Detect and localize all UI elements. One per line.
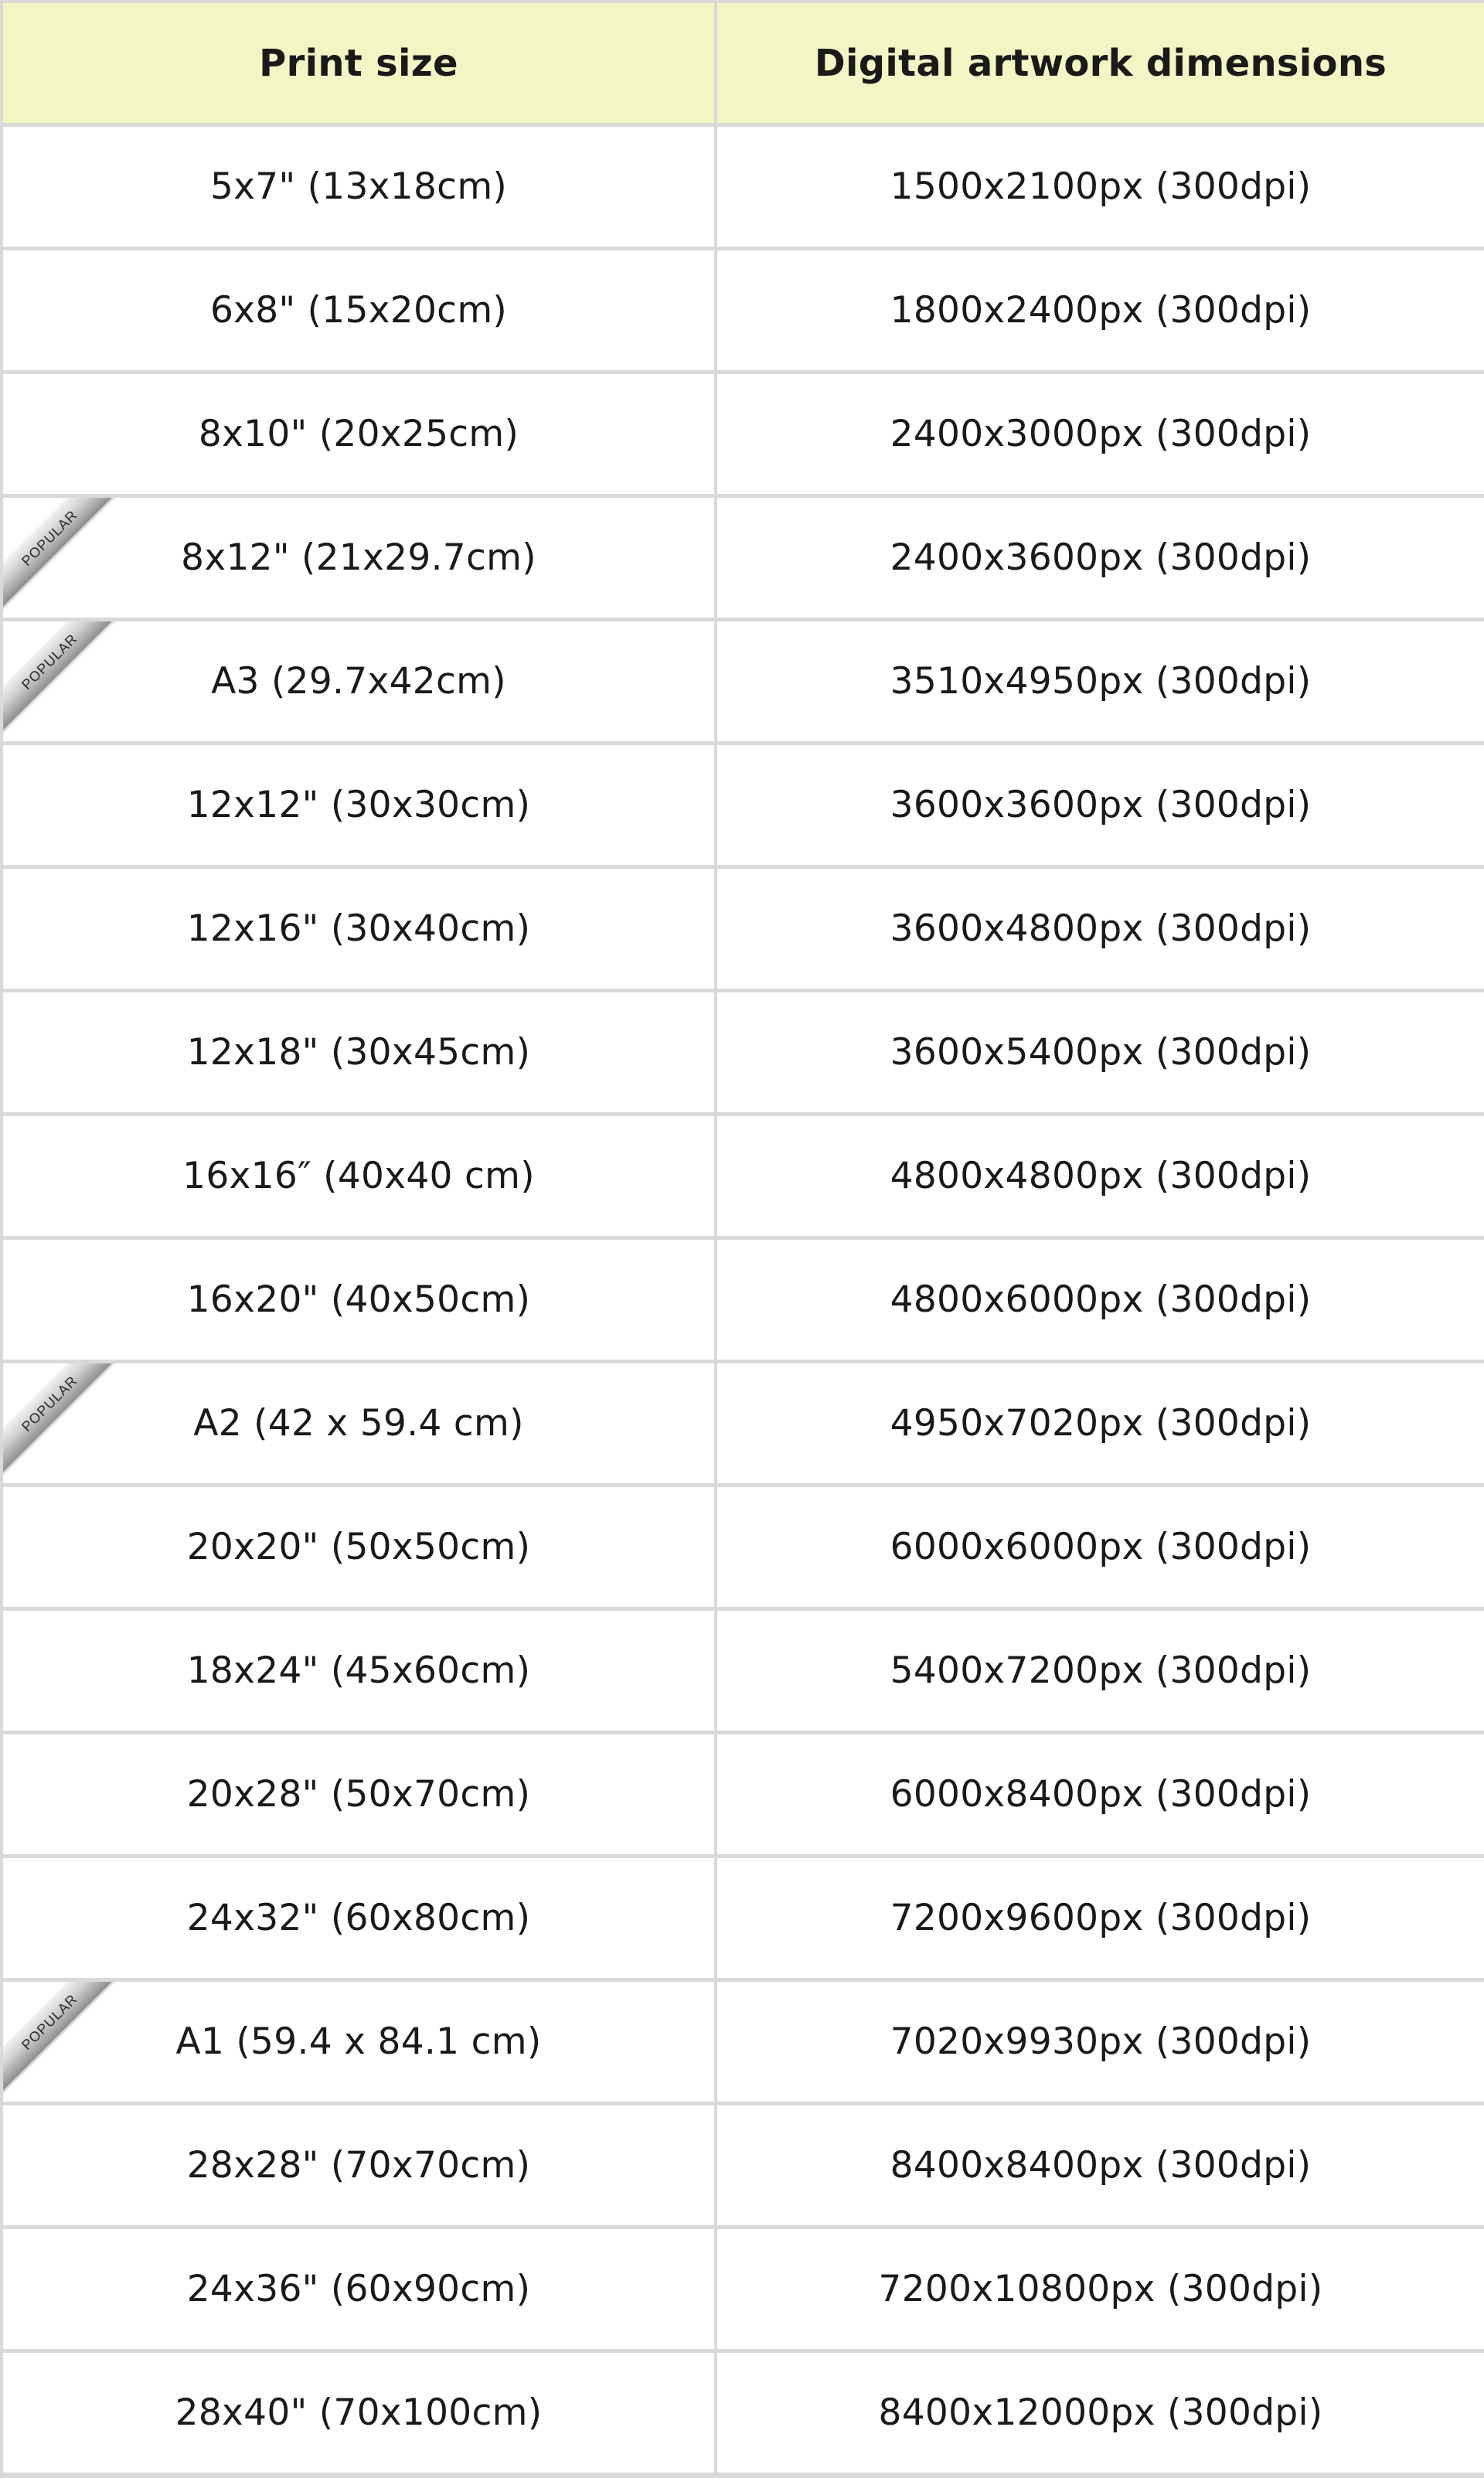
digital-dimensions-cell [717, 2353, 1484, 2473]
print-size-text: 20x20" (50x50cm) [186, 1526, 531, 1568]
digital-dimensions-text: 3510x4950px (300dpi) [890, 660, 1312, 703]
digital-dimensions-cell [717, 250, 1484, 370]
popular-ribbon [3, 621, 119, 737]
print-size-cell [3, 1611, 714, 1731]
digital-dimensions-text: 7200x10800px (300dpi) [878, 2268, 1323, 2310]
print-size-text: 20x28" (50x70cm) [186, 1773, 531, 1816]
digital-dimensions-text: 3600x3600px (300dpi) [890, 784, 1312, 826]
digital-dimensions-cell [717, 1487, 1484, 1607]
print-size-text: 28x28" (70x70cm) [186, 2144, 531, 2187]
print-size-cell [3, 2105, 714, 2225]
digital-dimensions-text: 5400x7200px (300dpi) [890, 1649, 1312, 1692]
digital-dimensions-text: 8400x12000px (300dpi) [878, 2391, 1323, 2434]
header-digital-dimensions: Digital artwork dimensions [717, 3, 1484, 123]
digital-dimensions-cell [717, 992, 1484, 1112]
print-size-text: 16x16″ (40x40 cm) [182, 1155, 535, 1197]
digital-dimensions-cell [717, 1116, 1484, 1236]
digital-dimensions-text: 4800x4800px (300dpi) [890, 1155, 1312, 1197]
print-size-cell [3, 2229, 714, 2349]
print-size-text: 24x32" (60x80cm) [186, 1897, 531, 1939]
print-size-text: A2 (42 x 59.4 cm) [193, 1402, 524, 1445]
digital-dimensions-text: 6000x6000px (300dpi) [890, 1526, 1312, 1568]
digital-dimensions-cell [717, 1240, 1484, 1360]
print-size-cell [3, 1858, 714, 1978]
digital-dimensions-text: 3600x5400px (300dpi) [890, 1031, 1312, 1074]
popular-ribbon-label: POPULAR [3, 1982, 119, 2093]
print-size-cell [3, 1487, 714, 1607]
print-size-text: A3 (29.7x42cm) [211, 660, 506, 703]
print-size-text: 8x12" (21x29.7cm) [181, 536, 536, 579]
print-size-text: 16x20" (40x50cm) [186, 1278, 531, 1321]
print-size-text: 24x36" (60x90cm) [186, 2268, 531, 2310]
digital-dimensions-cell [717, 2105, 1484, 2225]
digital-dimensions-cell [717, 1982, 1484, 2102]
digital-dimensions-cell [717, 1363, 1484, 1483]
print-size-cell [3, 250, 714, 370]
popular-ribbon-label: POPULAR [3, 1363, 119, 1475]
digital-dimensions-text: 6000x8400px (300dpi) [890, 1773, 1312, 1816]
print-size-cell [3, 498, 714, 618]
digital-dimensions-cell [717, 621, 1484, 741]
digital-dimensions-cell [717, 127, 1484, 247]
popular-ribbon-label: POPULAR [3, 498, 119, 609]
digital-dimensions-cell [717, 374, 1484, 494]
digital-dimensions-text: 4950x7020px (300dpi) [890, 1402, 1312, 1445]
digital-dimensions-cell [717, 869, 1484, 989]
print-size-cell [3, 1734, 714, 1854]
digital-dimensions-text: 2400x3600px (300dpi) [890, 536, 1312, 579]
digital-dimensions-cell [717, 745, 1484, 865]
popular-ribbon [3, 498, 119, 614]
popular-ribbon [3, 1363, 119, 1479]
print-size-cell [3, 745, 714, 865]
print-size-cell [3, 127, 714, 247]
print-size-text: 5x7" (13x18cm) [209, 165, 508, 208]
digital-dimensions-text: 2400x3000px (300dpi) [890, 413, 1312, 455]
print-size-text: 8x10" (20x25cm) [198, 413, 519, 455]
print-size-cell [3, 1363, 714, 1483]
digital-dimensions-text: 4800x6000px (300dpi) [890, 1278, 1312, 1321]
print-size-cell [3, 869, 714, 989]
digital-dimensions-text: 7200x9600px (300dpi) [890, 1897, 1312, 1939]
digital-dimensions-text: 8400x8400px (300dpi) [890, 2144, 1312, 2187]
print-size-cell [3, 1116, 714, 1236]
digital-dimensions-cell [717, 1611, 1484, 1731]
digital-dimensions-text: 1500x2100px (300dpi) [890, 165, 1312, 208]
digital-dimensions-text: 1800x2400px (300dpi) [890, 289, 1312, 332]
digital-dimensions-text: 7020x9930px (300dpi) [890, 2020, 1312, 2063]
print-size-cell [3, 621, 714, 741]
print-size-text: A1 (59.4 x 84.1 cm) [175, 2020, 542, 2063]
print-size-cell [3, 1982, 714, 2102]
print-size-text: 18x24" (45x60cm) [186, 1649, 531, 1692]
digital-dimensions-cell [717, 1858, 1484, 1978]
digital-dimensions-cell [717, 1734, 1484, 1854]
print-size-text: 12x16" (30x40cm) [186, 907, 531, 950]
print-size-text: 12x18" (30x45cm) [186, 1031, 531, 1074]
digital-dimensions-cell [717, 2229, 1484, 2349]
print-size-cell [3, 374, 714, 494]
popular-ribbon-label: POPULAR [3, 621, 119, 733]
print-size-text: 6x8" (15x20cm) [209, 289, 508, 332]
print-size-cell [3, 1240, 714, 1360]
digital-dimensions-text: 3600x4800px (300dpi) [890, 907, 1312, 950]
print-size-text: 12x12" (30x30cm) [186, 784, 531, 826]
popular-ribbon [3, 1982, 119, 2098]
header-print-size: Print size [3, 3, 714, 123]
print-size-cell [3, 992, 714, 1112]
print-size-text: 28x40" (70x100cm) [175, 2391, 543, 2434]
digital-dimensions-cell [717, 498, 1484, 618]
print-size-cell [3, 2353, 714, 2473]
